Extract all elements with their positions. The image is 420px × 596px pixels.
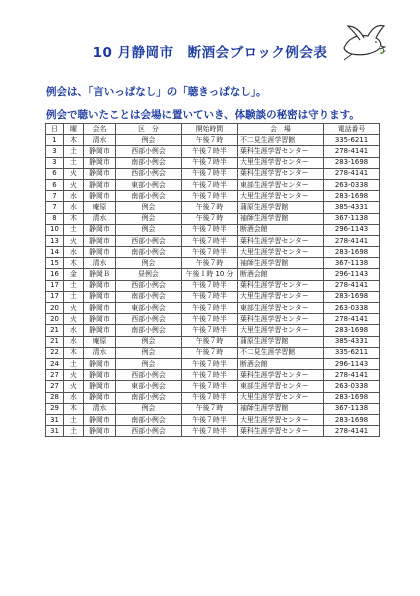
table-row [46,314,380,325]
cell-start-time: 午後７時半 [182,325,238,336]
cell-weekday: 水 [64,336,84,347]
cell-day: 10 [46,224,64,235]
cell-group: 清水 [84,347,116,358]
table-row [46,235,380,246]
cell-weekday: 土 [64,146,84,157]
cell-group: 静岡市 [84,157,116,168]
cell-weekday: 土 [64,426,84,437]
cell-weekday: 火 [64,235,84,246]
cell-venue: 東部生涯学習センター [238,381,324,392]
cell-day: 8 [46,213,64,224]
cell-group: 庵原 [84,336,116,347]
cell-category: 南部小例会 [116,247,182,258]
cell-day: 31 [46,414,64,425]
cell-phone: 385-4331 [324,202,380,213]
cell-day: 29 [46,403,64,414]
cell-start-time: 午後７時 [182,135,238,146]
cell-day: 17 [46,291,64,302]
cell-venue: 大里生涯学習センター [238,392,324,403]
cell-weekday: 水 [64,392,84,403]
cell-group: 静岡市 [84,291,116,302]
table-row [46,135,380,146]
cell-day: 24 [46,358,64,369]
cell-category: 例会 [116,358,182,369]
cell-weekday: 火 [64,370,84,381]
cell-venue: 蒲原生涯学習館 [238,202,324,213]
cell-venue: 葉科生涯学習センター [238,426,324,437]
cell-day: 13 [46,235,64,246]
table-row [46,392,380,403]
cell-phone: 283-1698 [324,414,380,425]
cell-weekday: 火 [64,179,84,190]
cell-start-time: 午後７時半 [182,191,238,202]
cell-venue: 断酒会館 [238,224,324,235]
header-category: 区 分 [116,124,182,135]
page-title: 10 月静岡市 断酒会ブロック例会表 [92,45,328,61]
table-row [46,258,380,269]
cell-venue: 大里生涯学習センター [238,414,324,425]
cell-phone: 278-4141 [324,168,380,179]
cell-phone: 263-0338 [324,179,380,190]
cell-venue: 東部生涯学習センター [238,303,324,314]
cell-start-time: 午後７時半 [182,280,238,291]
table-body [46,135,380,437]
cell-day: 28 [46,392,64,403]
cell-venue: 葉科生涯学習センター [238,168,324,179]
cell-phone: 335-6211 [324,135,380,146]
cell-phone: 335-6211 [324,347,380,358]
cell-day: 14 [46,247,64,258]
cell-venue: 葉科生涯学習センター [238,235,324,246]
cell-weekday: 土 [64,291,84,302]
cell-day: 31 [46,426,64,437]
cell-weekday: 木 [64,135,84,146]
cell-phone: 263-0338 [324,303,380,314]
cell-day: 22 [46,347,64,358]
cell-category: 西部小例会 [116,370,182,381]
cell-category: 例会 [116,202,182,213]
cell-venue: 不二見生涯学習館 [238,347,324,358]
cell-group: 清水 [84,135,116,146]
cell-phone: 278-4141 [324,370,380,381]
table-row [46,191,380,202]
schedule-table [45,123,380,437]
cell-category: 例会 [116,258,182,269]
cell-start-time: 午後７時半 [182,314,238,325]
cell-category: 東部小例会 [116,303,182,314]
cell-start-time: 午後７時半 [182,370,238,381]
cell-start-time: 午後７時半 [182,291,238,302]
cell-weekday: 火 [64,381,84,392]
cell-start-time: 午後７時半 [182,247,238,258]
cell-day: 15 [46,258,64,269]
cell-group: 静岡市 [84,381,116,392]
cell-venue: 大里生涯学習センター [238,191,324,202]
cell-weekday: 水 [64,202,84,213]
cell-venue: 大里生涯学習センター [238,157,324,168]
cell-weekday: 土 [64,358,84,369]
cell-venue: 東部生涯学習センター [238,179,324,190]
table-row [46,157,380,168]
table-row [46,179,380,190]
cell-phone: 283-1698 [324,247,380,258]
table-row [46,280,380,291]
cell-day: 27 [46,381,64,392]
cell-start-time: 午後７時 [182,202,238,213]
cell-venue: 袖師生涯学習館 [238,258,324,269]
cell-start-time: 午後７時半 [182,235,238,246]
cell-phone: 367-1138 [324,213,380,224]
cell-group: 静岡市 [84,303,116,314]
cell-category: 南部小例会 [116,291,182,302]
cell-phone: 283-1698 [324,325,380,336]
cell-venue: 袖師生涯学習館 [238,213,324,224]
cell-start-time: 午後７時半 [182,303,238,314]
cell-start-time: 午後７時 [182,347,238,358]
cell-day: 21 [46,336,64,347]
cell-day: 20 [46,303,64,314]
cell-category: 南部小例会 [116,191,182,202]
cell-weekday: 水 [64,191,84,202]
cell-group: 静岡市 [84,426,116,437]
cell-venue: 葉科生涯学習センター [238,370,324,381]
cell-group: 静岡市 [84,224,116,235]
cell-weekday: 土 [64,280,84,291]
table-row [46,426,380,437]
cell-weekday: 土 [64,157,84,168]
cell-venue: 葉科生涯学習センター [238,146,324,157]
cell-phone: 278-4141 [324,235,380,246]
cell-start-time: 午後７時半 [182,392,238,403]
cell-venue: 袖師生涯学習館 [238,403,324,414]
table-row [46,358,380,369]
header-phone: 電話番号 [324,124,380,135]
cell-start-time: 午後７時 [182,403,238,414]
table-row [46,224,380,235]
cell-category: 西部小例会 [116,146,182,157]
cell-start-time: 午後７時半 [182,358,238,369]
cell-category: 例会 [116,135,182,146]
cell-day: 1 [46,135,64,146]
cell-weekday: 火 [64,314,84,325]
cell-weekday: 木 [64,403,84,414]
cell-start-time: 午後７時半 [182,414,238,425]
cell-start-time: 午後７時半 [182,224,238,235]
cell-group: 静岡Ｂ [84,269,116,280]
cell-category: 南部小例会 [116,157,182,168]
cell-group: 静岡市 [84,168,116,179]
table-row [46,168,380,179]
cell-category: 昼例会 [116,269,182,280]
cell-day: 6 [46,168,64,179]
cell-start-time: 午後７時 [182,336,238,347]
cell-venue: 大里生涯学習センター [238,325,324,336]
header-day: 日 [46,124,64,135]
cell-category: 例会 [116,347,182,358]
cell-weekday: 火 [64,168,84,179]
cell-start-time: 午後７時半 [182,426,238,437]
cell-venue: 大里生涯学習センター [238,291,324,302]
table-row [46,325,380,336]
cell-start-time: 午後７時 [182,213,238,224]
cell-phone: 296-1143 [324,358,380,369]
cell-day: 16 [46,269,64,280]
rule-text-2: 例会で聴いたことは会場に置いていき、体験談の秘密は守ります。 [46,109,360,121]
cell-group: 庵原 [84,202,116,213]
cell-group: 静岡市 [84,392,116,403]
cell-weekday: 木 [64,213,84,224]
cell-start-time: 午後７時半 [182,179,238,190]
cell-weekday: 火 [64,303,84,314]
header-venue: 会 場 [238,124,324,135]
cell-day: 20 [46,314,64,325]
table-row [46,202,380,213]
cell-day: 6 [46,179,64,190]
cell-phone: 278-4141 [324,146,380,157]
table-row [46,370,380,381]
cell-phone: 283-1698 [324,291,380,302]
cell-group: 静岡市 [84,314,116,325]
cell-phone: 385-4331 [324,336,380,347]
cell-phone: 296-1143 [324,269,380,280]
cell-weekday: 水 [64,325,84,336]
cell-group: 清水 [84,403,116,414]
cell-category: 西部小例会 [116,314,182,325]
cell-phone: 296-1143 [324,224,380,235]
cell-day: 7 [46,202,64,213]
cell-venue: 蒲原生涯学習館 [238,336,324,347]
rule-text-1: 例会は、「言いっぱなし」の「聴きっぱなし」。 [46,86,267,98]
table-row [46,269,380,280]
cell-group: 静岡市 [84,280,116,291]
cell-day: 21 [46,325,64,336]
table-row [46,403,380,414]
cell-group: 静岡市 [84,370,116,381]
cell-weekday: 土 [64,224,84,235]
cell-phone: 283-1698 [324,392,380,403]
cell-venue: 葉科生涯学習センター [238,314,324,325]
cell-venue: 大里生涯学習センター [238,247,324,258]
table-row [46,303,380,314]
cell-day: 17 [46,280,64,291]
cell-phone: 283-1698 [324,191,380,202]
cell-day: 3 [46,157,64,168]
cell-group: 静岡市 [84,146,116,157]
cell-group: 静岡市 [84,179,116,190]
dove-icon [334,22,386,62]
cell-phone: 278-4141 [324,426,380,437]
cell-start-time: 午後７時 [182,258,238,269]
header-start-time: 開始時間 [182,124,238,135]
cell-phone: 367-1138 [324,403,380,414]
cell-category: 例会 [116,213,182,224]
cell-venue: 不二見生涯学習館 [238,135,324,146]
cell-phone: 367-1138 [324,258,380,269]
cell-category: 南部小例会 [116,414,182,425]
cell-venue: 断酒会館 [238,269,324,280]
table-row [46,381,380,392]
table-row [46,291,380,302]
cell-category: 南部小例会 [116,392,182,403]
cell-group: 静岡市 [84,191,116,202]
cell-weekday: 水 [64,247,84,258]
cell-day: 3 [46,146,64,157]
table-row [46,336,380,347]
header-weekday: 曜 [64,124,84,135]
cell-start-time: 午後７時半 [182,168,238,179]
table-row [46,247,380,258]
cell-category: 東部小例会 [116,179,182,190]
cell-group: 静岡市 [84,358,116,369]
cell-start-time: 午後７時半 [182,157,238,168]
cell-category: 例会 [116,403,182,414]
table-row [46,146,380,157]
cell-start-time: 午後７時半 [182,381,238,392]
cell-phone: 263-0338 [324,381,380,392]
cell-group: 静岡市 [84,247,116,258]
cell-category: 例会 [116,336,182,347]
cell-day: 27 [46,370,64,381]
cell-category: 東部小例会 [116,381,182,392]
header-group: 会名 [84,124,116,135]
cell-group: 静岡市 [84,325,116,336]
cell-venue: 葉科生涯学習センター [238,280,324,291]
table-row [46,414,380,425]
table-row [46,347,380,358]
cell-weekday: 金 [64,269,84,280]
cell-category: 例会 [116,224,182,235]
cell-category: 南部小例会 [116,325,182,336]
cell-phone: 278-4141 [324,314,380,325]
cell-group: 静岡市 [84,414,116,425]
cell-phone: 278-4141 [324,280,380,291]
cell-phone: 283-1698 [324,157,380,168]
cell-category: 西部小例会 [116,235,182,246]
cell-start-time: 午後１時 10 分 [182,269,238,280]
cell-day: 7 [46,191,64,202]
cell-group: 清水 [84,213,116,224]
cell-weekday: 土 [64,414,84,425]
cell-group: 静岡市 [84,235,116,246]
cell-weekday: 木 [64,258,84,269]
cell-weekday: 木 [64,347,84,358]
cell-start-time: 午後７時半 [182,146,238,157]
cell-category: 西部小例会 [116,168,182,179]
cell-group: 清水 [84,258,116,269]
table-row [46,213,380,224]
cell-category: 西部小例会 [116,426,182,437]
cell-venue: 断酒会館 [238,358,324,369]
table-header-row [46,124,380,135]
cell-category: 西部小例会 [116,280,182,291]
